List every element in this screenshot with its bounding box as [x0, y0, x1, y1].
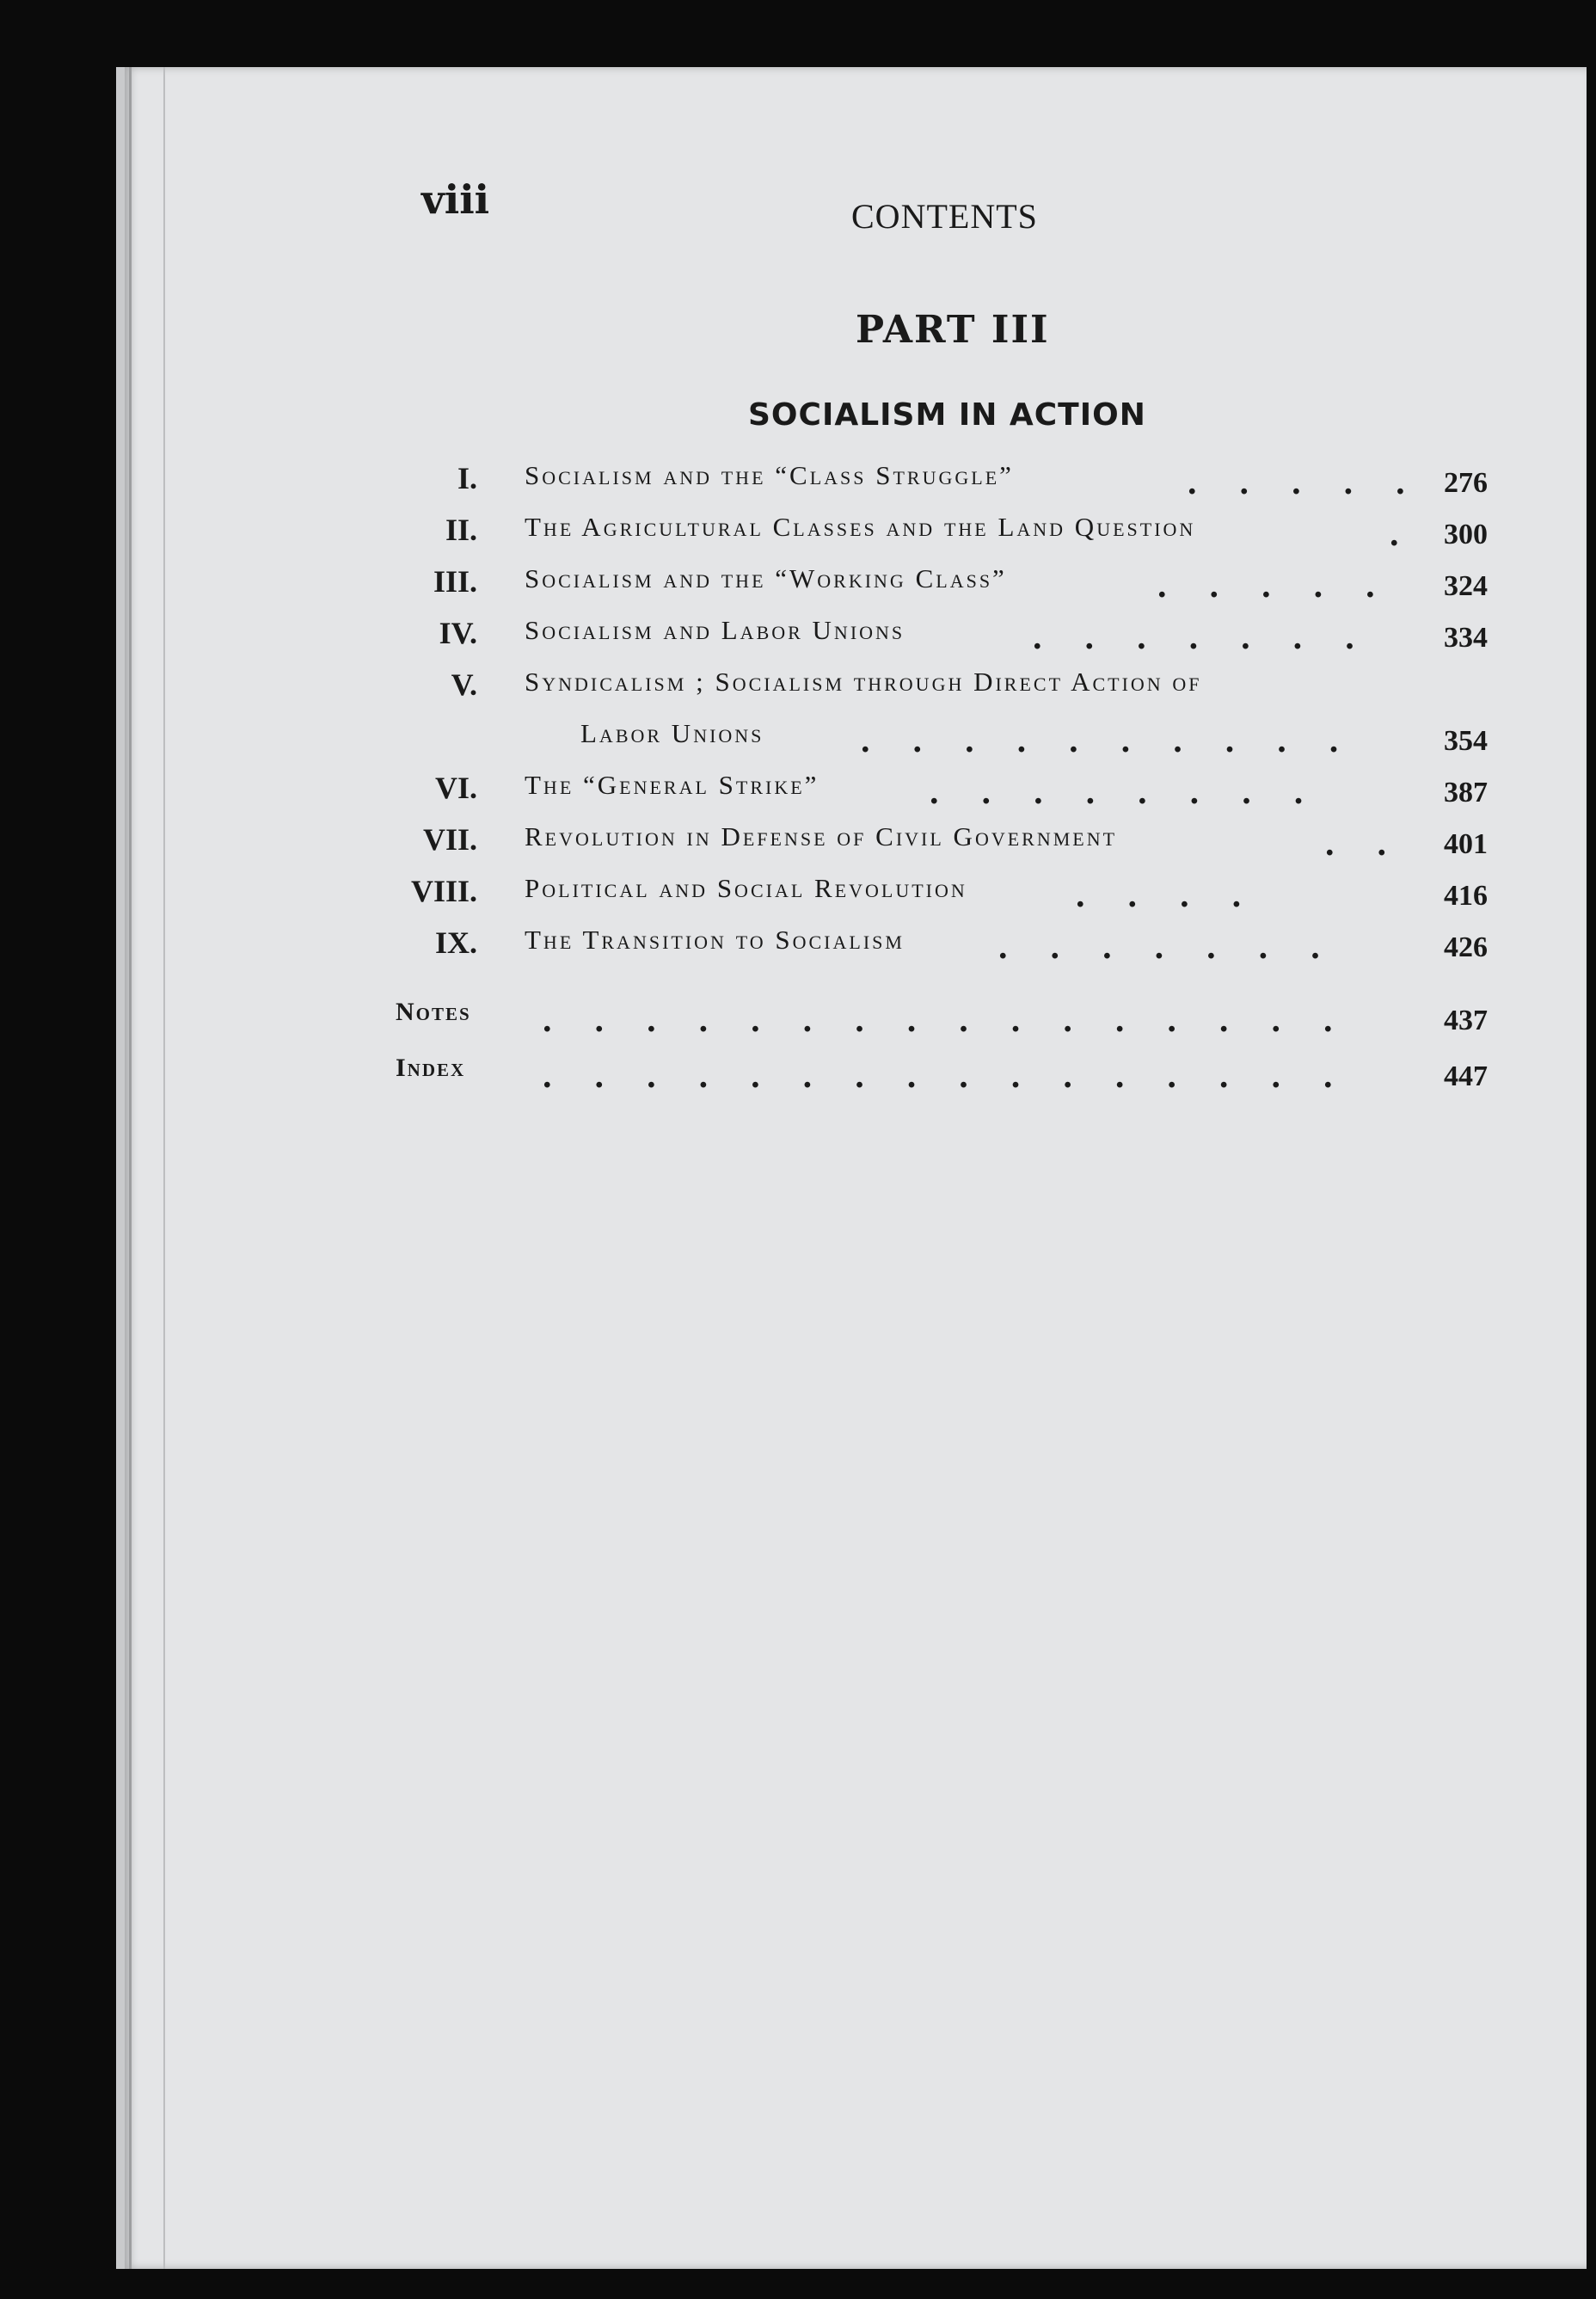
toc-entry — [378, 460, 1488, 512]
back-matter-page: 447 — [1444, 1060, 1488, 1092]
chapter-page: 334 — [1444, 622, 1488, 654]
chapter-number: IX. — [434, 925, 477, 960]
leader-dots: .... — [1075, 878, 1284, 914]
chapter-title: Syndicalism ; Socialism through Direct Action of — [525, 667, 1202, 697]
leader-dots: ..... — [1157, 569, 1417, 605]
leader-dots: .. — [1324, 827, 1429, 863]
chapter-page: 276 — [1444, 467, 1488, 499]
page-number: viii — [421, 176, 490, 223]
chapter-number: I. — [457, 461, 477, 495]
chapter-number: III. — [433, 564, 477, 599]
part-subtitle: SOCIALISM IN ACTION — [748, 397, 1146, 433]
toc-entry — [378, 873, 1488, 925]
chapter-page: 324 — [1444, 570, 1488, 602]
chapter-number: VI. — [434, 771, 477, 805]
chapter-number: IV. — [439, 616, 477, 650]
chapter-number: II. — [445, 513, 477, 547]
running-head: CONTENTS — [851, 197, 1038, 236]
chapter-title: Socialism and the “Working Class” — [525, 563, 1007, 593]
toc-entry — [378, 925, 1488, 976]
chapter-number: VII. — [422, 822, 477, 857]
chapter-page: 416 — [1444, 880, 1488, 912]
chapter-title: The Transition to Socialism — [525, 925, 905, 955]
toc-entry — [378, 615, 1488, 667]
toc-entry — [378, 512, 1488, 563]
leader-dots: . — [1389, 517, 1441, 553]
leader-dots: .......... — [860, 723, 1381, 759]
toc-back-matter — [378, 998, 1488, 1049]
back-matter-title: Index — [396, 1054, 466, 1082]
toc-entry — [378, 563, 1488, 615]
leader-dots: ........ — [929, 775, 1346, 811]
leader-dots: ................ — [542, 1003, 1375, 1039]
toc-entry — [378, 667, 1488, 718]
page-edge-line — [129, 67, 132, 2269]
chapter-number: V. — [451, 667, 477, 702]
chapter-page: 300 — [1444, 519, 1488, 550]
chapter-number: VIII. — [410, 874, 477, 908]
back-matter-page: 437 — [1444, 1005, 1488, 1036]
leader-dots: ....... — [1032, 620, 1396, 656]
chapter-title: Socialism and Labor Unions — [525, 615, 905, 645]
toc-entry — [378, 770, 1488, 821]
part-title: PART III — [856, 308, 1050, 352]
toc-entry — [378, 821, 1488, 873]
chapter-title: The Agricultural Classes and the Land Question — [525, 512, 1196, 542]
chapter-page: 426 — [1444, 931, 1488, 963]
page-edge-line-inner — [163, 67, 165, 2269]
chapter-title: Socialism and the “Class Struggle” — [525, 460, 1014, 490]
back-matter-title: Notes — [396, 998, 471, 1026]
leader-dots: ................ — [542, 1059, 1375, 1095]
chapter-title: The “General Strike” — [525, 770, 819, 800]
leader-dots: ....... — [998, 930, 1362, 966]
chapter-page: 401 — [1444, 828, 1488, 860]
chapter-title: Revolution in Defense of Civil Government — [525, 821, 1118, 851]
leader-dots: ..... — [1187, 465, 1447, 501]
toc-back-matter — [378, 1054, 1488, 1105]
chapter-title: Political and Social Revolution — [525, 873, 967, 903]
chapter-title-continued: Labor Unions — [580, 718, 764, 748]
toc-entry-continued — [378, 718, 1488, 770]
chapter-page: 387 — [1444, 777, 1488, 808]
chapter-page: 354 — [1444, 725, 1488, 757]
